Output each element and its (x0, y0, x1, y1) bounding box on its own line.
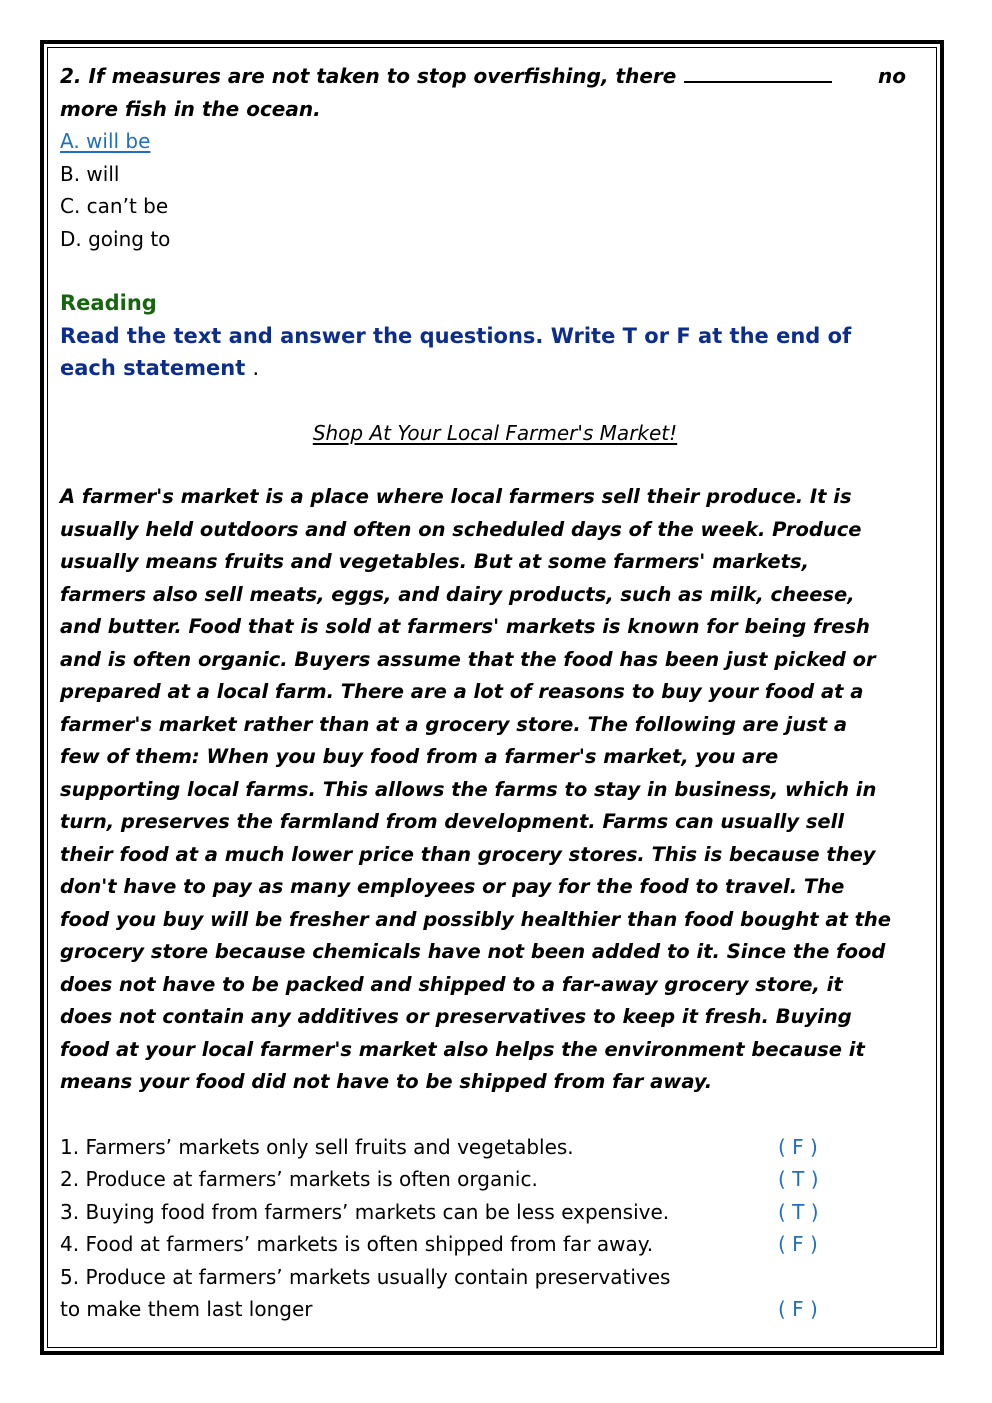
statement-answer: ( F ) (778, 1232, 818, 1256)
statement-5-continued (60, 1293, 930, 1326)
passage-line: and butter. Food that is sold at farmers' markets is known for being fresh (60, 615, 870, 638)
statement-text: to make them last longer (60, 1297, 313, 1321)
option-d: D. going to (60, 226, 171, 251)
statement-text: 5. Produce at farmers’ markets usually contain preservatives (60, 1264, 671, 1289)
passage-line: A farmer's market is a place where local farmers sell their produce. It is (60, 485, 852, 508)
statement-5 (60, 1261, 930, 1294)
reading-passage (60, 481, 930, 1099)
statement-answer: ( T ) (778, 1199, 819, 1224)
statement-answer: ( F ) (778, 1297, 818, 1321)
option-b: B. will (60, 161, 120, 186)
statement-text: 4. Food at farmers’ markets is often shipped from far away. (60, 1232, 654, 1256)
instruction-line-2: each statement (60, 356, 246, 380)
instruction-line-1: Read the text and answer the questions. Write T or F at the end of (60, 323, 852, 348)
passage-line: food at your local farmer's market also helps the environment because it (60, 1037, 865, 1061)
option-c: C. can’t be (60, 194, 169, 218)
passage-line: prepared at a local farm. There are a lot of reasons to buy your food at a (60, 680, 864, 703)
section-heading: Reading (60, 291, 157, 315)
passage-line: usually held outdoors and often on scheduled days of the week. Produce (60, 517, 862, 541)
passage-line: food you buy will be fresher and possibly healthier than food bought at the (60, 907, 892, 931)
statement-text: 1. Farmers’ markets only sell fruits and vegetables. (60, 1134, 574, 1159)
statement-3 (60, 1196, 930, 1229)
statement-answer: ( F ) (778, 1134, 818, 1159)
answer-options (60, 125, 930, 255)
passage-line: their food at a much lower price than grocery stores. This is because they (60, 842, 876, 866)
true-false-statements (60, 1131, 930, 1326)
answer-blank (684, 63, 832, 83)
passage-line: grocery store because chemicals have not been added to it. Since the food (60, 940, 886, 963)
statement-1 (60, 1131, 930, 1164)
option-a[interactable]: A. will be (60, 129, 151, 153)
statement-text: 2. Produce at farmers’ markets is often organic. (60, 1167, 538, 1191)
statement-2 (60, 1163, 930, 1196)
worksheet-content (60, 60, 930, 1326)
passage-line: farmer's market rather than at a grocery store. The following are just a (60, 712, 847, 736)
passage-line: and is often organic. Buyers assume that the food has been just picked or (60, 647, 876, 671)
instruction-end-dot: . (252, 356, 260, 380)
passage-line: means your food did not have to be shipped from far away. (60, 1070, 713, 1093)
passage-line: turn, preserves the farmland from development. Farms can usually sell (60, 810, 845, 833)
question-stem-tail: no (878, 64, 906, 88)
statement-text: 3. Buying food from farmers’ markets can be less expensive. (60, 1199, 670, 1224)
passage-line: usually means fruits and vegetables. But at some farmers' markets, (60, 550, 809, 573)
question-stem-text-1: 2. If measures are not taken to stop overfishing, there (60, 64, 677, 88)
statement-answer: ( T ) (778, 1167, 819, 1191)
passage-line: don't have to pay as many employees or pay for the food to travel. The (60, 875, 845, 898)
question-stem-line-2: more fish in the ocean. (60, 96, 321, 121)
reading-instruction (60, 320, 920, 385)
statement-4 (60, 1228, 930, 1261)
passage-line: supporting local farms. This allows the farms to stay in business, which in (60, 777, 877, 801)
question-stem-line-1 (60, 60, 910, 93)
passage-line: does not contain any additives or preservatives to keep it fresh. Buying (60, 1005, 852, 1028)
passage-line: does not have to be packed and shipped to a far-away grocery store, it (60, 972, 843, 996)
question-stem (60, 60, 910, 125)
passage-line: few of them: When you buy food from a farmer's market, you are (60, 745, 779, 768)
passage-title: Shop At Your Local Farmer's Market! (312, 420, 678, 445)
passage-line: farmers also sell meats, eggs, and dairy products, such as milk, cheese, (60, 582, 855, 606)
